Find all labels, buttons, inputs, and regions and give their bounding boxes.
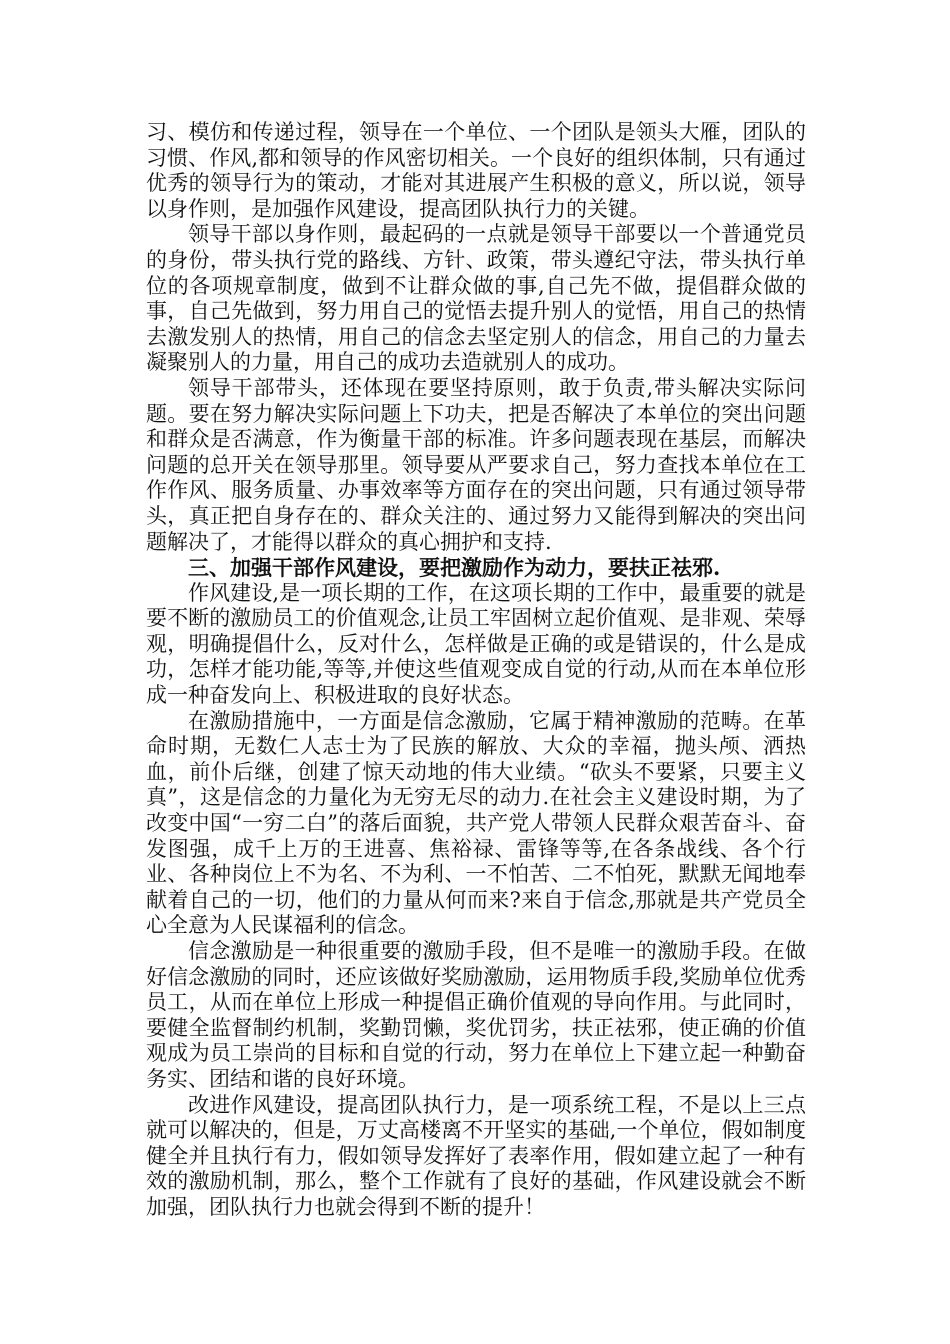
paragraph-style-building: 作风建设,是一项长期的工作，在这项长期的工作中，最重要的就是要不断的激励员工的价值观念,让员工牢固树立起价值观、是非观、荣辱观，明确提倡什么，反对什么，怎样做是正确的或是错误的，什么是成功，怎样才能功能,等等,并使这些值观变成自觉的行动,从而在本单位形成一种奋发向上、积极进取的良好状态。 — [146, 580, 806, 708]
paragraph-continuation: 习、模仿和传递过程，领导在一个单位、一个团队是领头大雁，团队的习惯、作风,都和领导的作风密切相关。一个良好的组织体制，只有通过优秀的领导行为的策动，才能对其进展产生积极的意义，所以说，领导以身作则，是加强作风建设，提高团队执行力的关键。 — [146, 120, 806, 221]
paragraph-leadership-example: 领导干部以身作则，最起码的一点就是领导干部要以一个普通党员的身份，带头执行党的路线、方针、政策，带头遵纪守法，带头执行单位的各项规章制度，做到不让群众做的事,自己先不做，提倡群众做的事，自己先做到，努力用自己的觉悟去提升别人的觉悟，用自己的热情去激发别人的热情，用自己的信念去坚定别人的信念，用自己的力量去凝聚别人的力量，用自己的成功去造就别人的成功。 — [146, 222, 806, 375]
paragraph-conclusion: 改进作风建设，提高团队执行力，是一项系统工程，不是以上三点就可以解决的，但是，万丈高楼离不开坚实的基础,一个单位，假如制度健全并且执行有力，假如领导发挥好了表率作用，假如建立起了一种有效的激励机制，那么，整个工作就有了良好的基础，作风建设就会不断加强，团队执行力也就会得到不断的提升！ — [146, 1092, 806, 1219]
paragraph-belief-incentive: 在激励措施中，一方面是信念激励，它属于精神激励的范畴。在革命时期，无数仁人志士为了民族的解放、大众的幸福，抛头颅、洒热血，前仆后继，创建了惊天动地的伟大业绩。“砍头不要紧，只要主义真”，这是信念的力量化为无穷无尽的动力.在社会主义建设时期，为了改变中国“一穷二白”的落后面貌，共产党人带领人民群众艰苦奋斗、奋发图强，成千上万的王进喜、焦裕禄、雷锋等等,在各条战线、各个行业、各种岗位上不为名、不为利、一不怕苦、二不怕死，默默无闻地奉献着自己的一切，他们的力量从何而来?来自于信念,那就是共产党员全心全意为人民谋福利的信念。 — [146, 708, 806, 938]
document-page — [146, 120, 806, 1221]
section-heading-three: 三、加强干部作风建设，要把激励作为动力，要扶正祛邪. — [188, 555, 721, 581]
paragraph-leadership-principle: 领导干部带头，还体现在要坚持原则，敢于负责,带头解决实际问题。要在努力解决实际问题上下功夫，把是否解决了本单位的突出问题和群众是否满意，作为衡量干部的标准。许多问题表现在基层，而解决问题的总开关在领导那里。领导要从严要求自己，努力查找本单位在工作作风、服务质量、办事效率等方面存在的突出问题，只有通过领导带头，真正把自身存在的、群众关注的、通过努力又能得到解决的突出问题解决了，才能得以群众的真心拥护和支持. — [146, 375, 806, 554]
paragraph-reward-incentive: 信念激励是一种很重要的激励手段，但不是唯一的激励手段。在做好信念激励的同时，还应该做好奖励激励，运用物质手段,奖励单位优秀员工，从而在单位上形成一种提倡正确价值观的导向作用。与此同时，要健全监督制约机制，奖勤罚懒，奖优罚劣，扶正祛邪，使正确的价值观成为员工崇尚的目标和自觉的行动，努力在单位上下建立起一种勤奋务实、团结和谐的良好环境。 — [146, 939, 806, 1091]
